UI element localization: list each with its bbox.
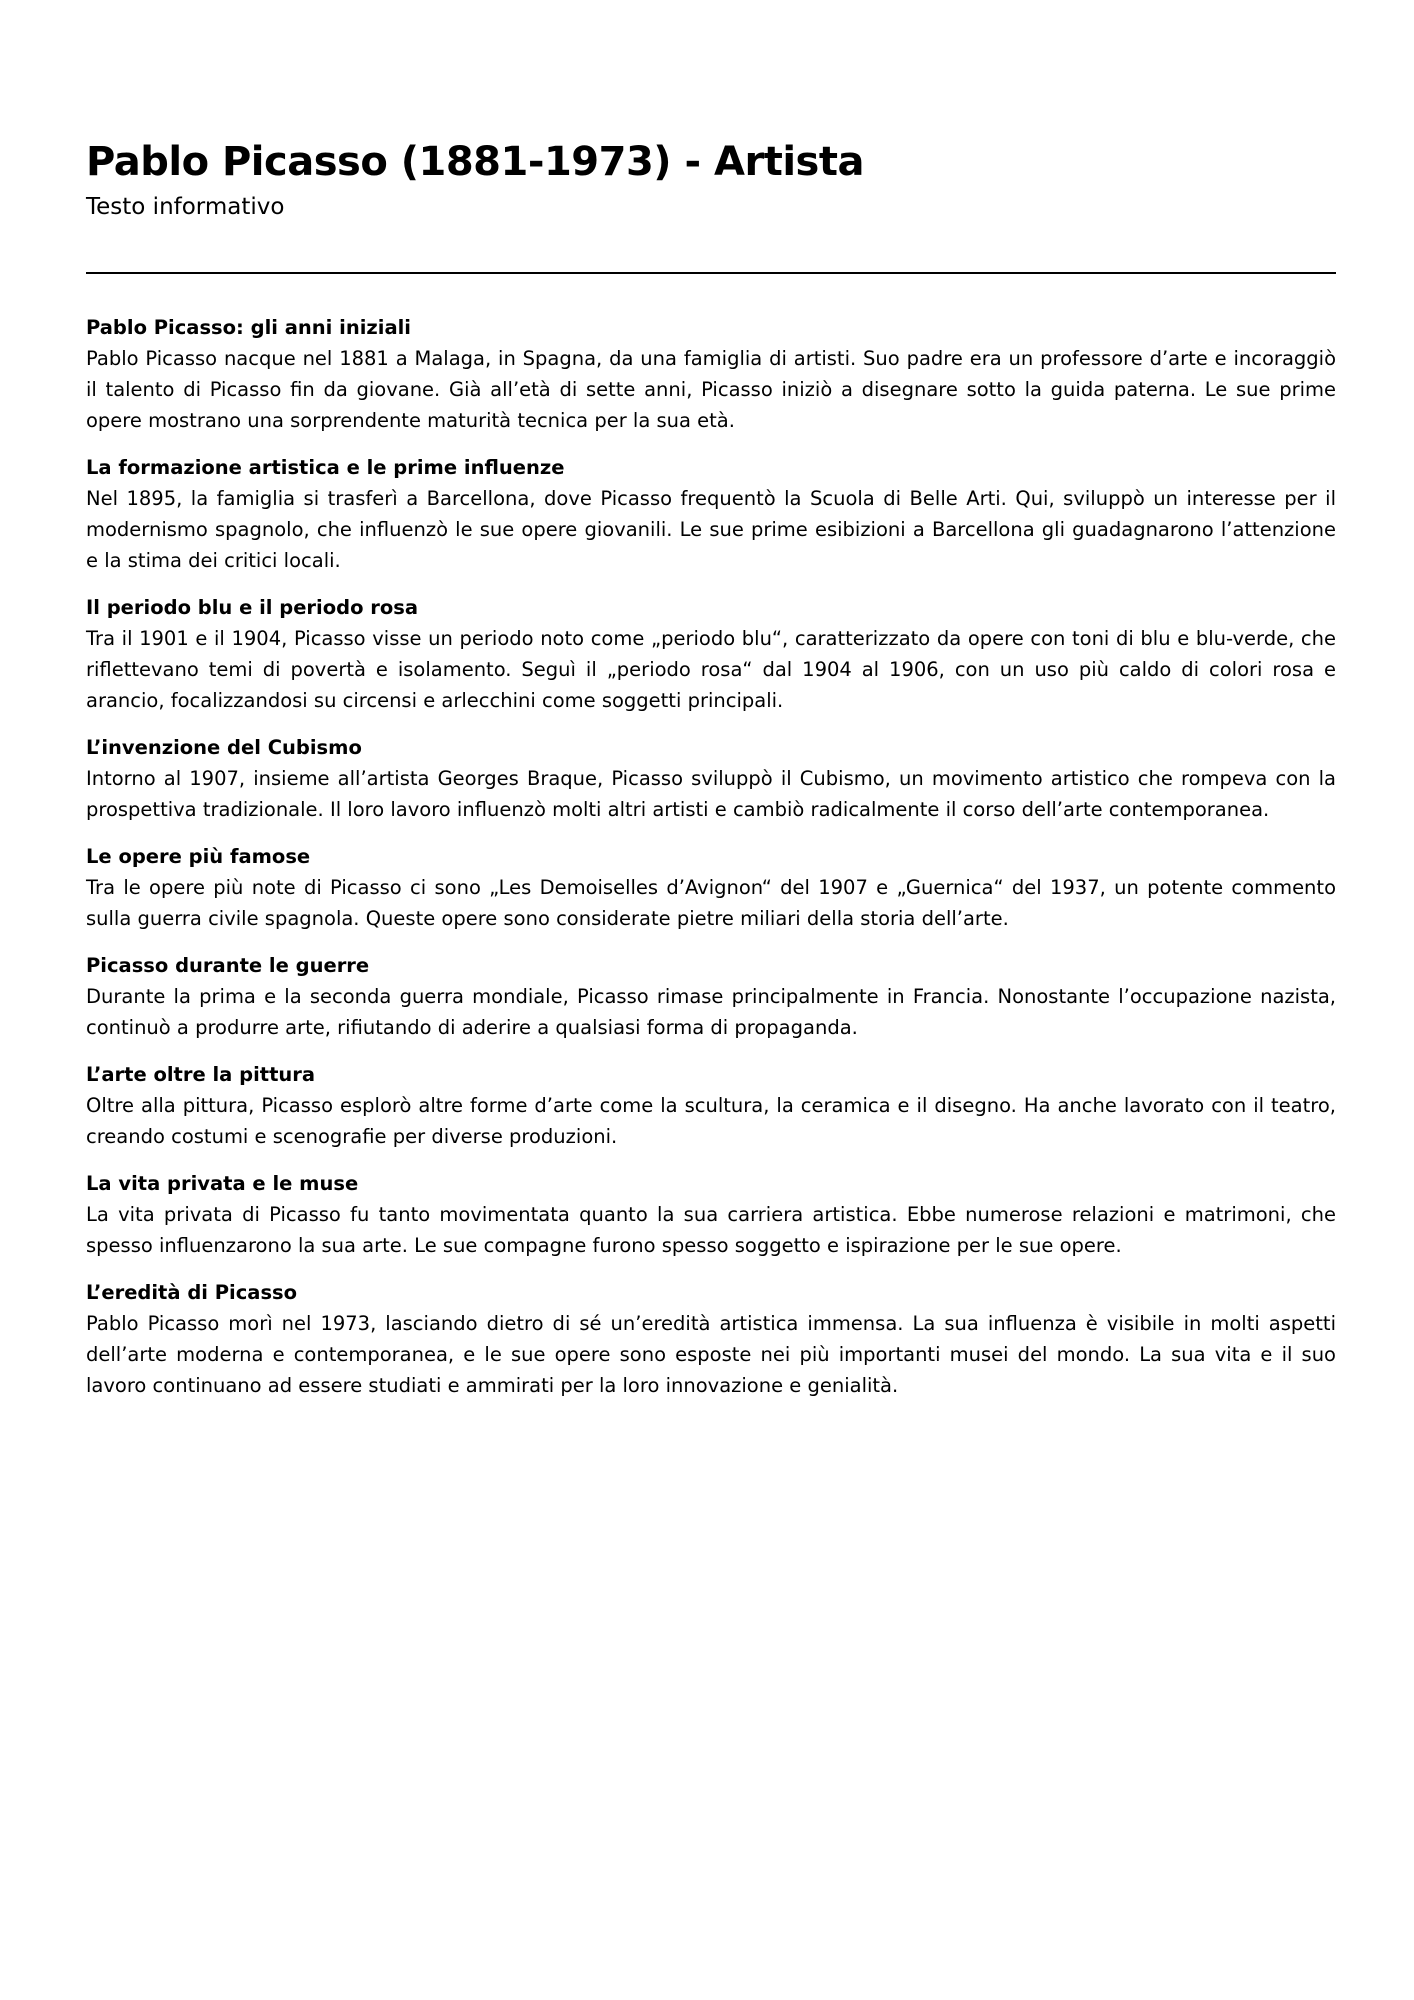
document-header	[86, 138, 1336, 222]
section-paragraph: Pablo Picasso morì nel 1973, lasciando dietro di sé un’eredità artistica immensa. La sua influenza è visibile in molti aspetti dell’arte moderna e contemporanea, e le sue opere sono esposte nei più importanti musei del mondo. La sua vita e il suo lavoro continuano ad essere studiati e ammirati per la loro innovazione e genialità.	[86, 1312, 1336, 1397]
section-heading: L’eredità di Picasso	[86, 1281, 298, 1304]
section-heading: Il periodo blu e il periodo rosa	[86, 596, 419, 619]
section-heading: L’arte oltre la pittura	[86, 1063, 316, 1086]
section-during-wars	[86, 950, 1336, 1043]
section-artistic-training	[86, 452, 1336, 576]
section-cubism	[86, 732, 1336, 825]
section-heading: La formazione artistica e le prime influenze	[86, 456, 565, 479]
section-paragraph: Tra il 1901 e il 1904, Picasso visse un periodo noto come „periodo blu“, caratterizzato da opere con toni di blu e blu-verde, che riflettevano temi di povertà e isolamento. Seguì il „periodo rosa“ dal 1904 al 1906, con un uso più caldo di colori rosa e arancio, focalizzandosi su circensi e arlecchini come soggetti principali.	[86, 627, 1336, 712]
section-paragraph: La vita privata di Picasso fu tanto movimentata quanto la sua carriera artistica. Ebbe numerose relazioni e matrimoni, che spesso influenzarono la sua arte. Le sue compagne furono spesso soggetto e ispirazione per le sue opere.	[86, 1203, 1336, 1257]
section-heading: Le opere più famose	[86, 845, 311, 868]
section-paragraph: Oltre alla pittura, Picasso esplorò altre forme d’arte come la scultura, la ceramica e il disegno. Ha anche lavorato con il teatro, creando costumi e scenografie per diverse produzioni.	[86, 1094, 1336, 1148]
document-body	[86, 312, 1336, 1417]
section-beyond-painting	[86, 1059, 1336, 1152]
section-private-life	[86, 1168, 1336, 1261]
section-paragraph: Tra le opere più note di Picasso ci sono „Les Demoiselles d’Avignon“ del 1907 e „Guernica“ del 1937, un potente commento sulla guerra civile spagnola. Queste opere sono considerate pietre miliari della storia dell’arte.	[86, 876, 1336, 930]
section-early-years	[86, 312, 1336, 436]
section-heading: L’invenzione del Cubismo	[86, 736, 362, 759]
document-subtitle: Testo informativo	[86, 194, 285, 220]
section-paragraph: Nel 1895, la famiglia si trasferì a Barcellona, dove Picasso frequentò la Scuola di Belle Arti. Qui, sviluppò un interesse per il modernismo spagnolo, che influenzò le sue opere giovanili. Le sue prime esibizioni a Barcellona gli guadagnarono l’attenzione e la stima dei critici locali.	[86, 487, 1336, 572]
section-famous-works	[86, 841, 1336, 934]
section-blue-rose-periods	[86, 592, 1336, 716]
section-heading: Picasso durante le guerre	[86, 954, 370, 977]
header-divider	[86, 272, 1336, 274]
document-title: Pablo Picasso (1881-1973) - Artista	[86, 139, 864, 185]
section-heading: La vita privata e le muse	[86, 1172, 359, 1195]
section-paragraph: Pablo Picasso nacque nel 1881 a Malaga, in Spagna, da una famiglia di artisti. Suo padre era un professore d’arte e incoraggiò il talento di Picasso fin da giovane. Già all’età di sette anni, Picasso iniziò a disegnare sotto la guida paterna. Le sue prime opere mostrano una sorprendente maturità tecnica per la sua età.	[86, 347, 1336, 432]
section-legacy	[86, 1277, 1336, 1401]
section-paragraph: Durante la prima e la seconda guerra mondiale, Picasso rimase principalmente in Francia. Nonostante l’occupazione nazista, continuò a produrre arte, rifiutando di aderire a qualsiasi forma di propaganda.	[86, 985, 1336, 1039]
section-heading: Pablo Picasso: gli anni iniziali	[86, 316, 411, 339]
section-paragraph: Intorno al 1907, insieme all’artista Georges Braque, Picasso sviluppò il Cubismo, un movimento artistico che rompeva con la prospettiva tradizionale. Il loro lavoro influenzò molti altri artisti e cambiò radicalmente il corso dell’arte contemporanea.	[86, 767, 1336, 821]
